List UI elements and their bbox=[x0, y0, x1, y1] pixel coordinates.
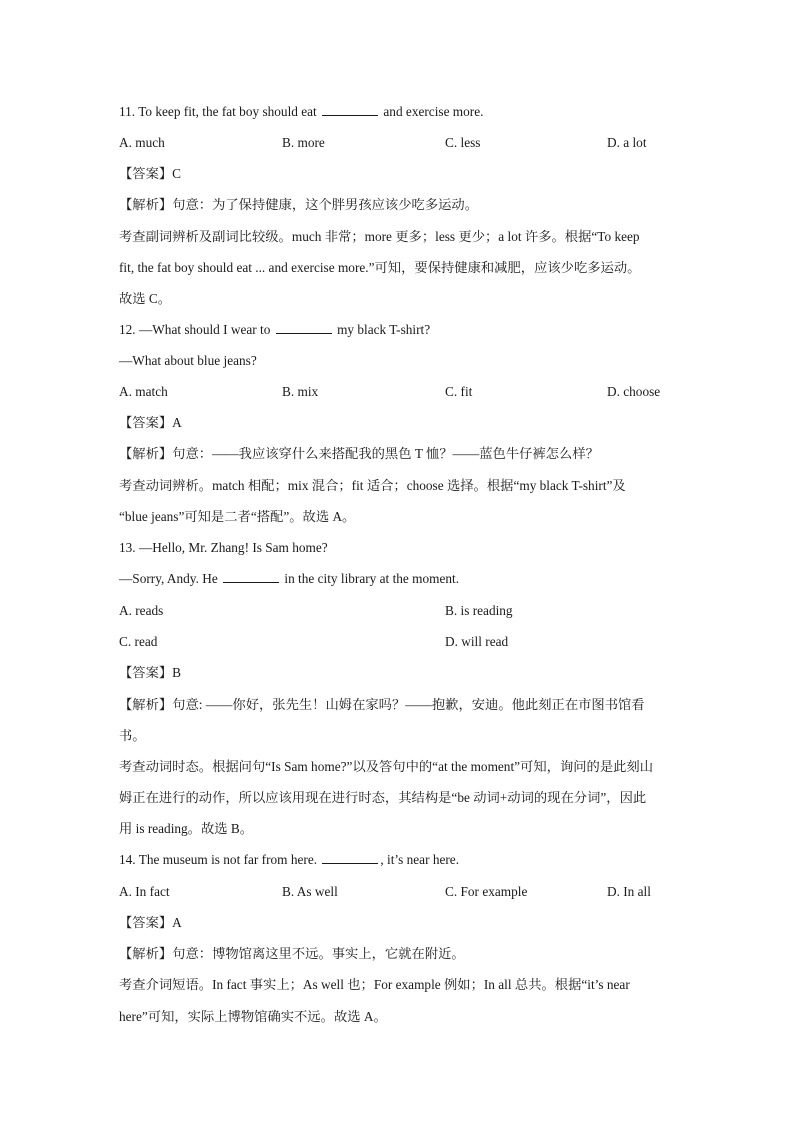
option-a: A. much bbox=[119, 135, 165, 150]
analysis-line: 书。 bbox=[119, 728, 146, 743]
option-b: B. is reading bbox=[445, 603, 513, 618]
analysis-line: 【解析】句意: ——你好，张先生！山姆在家吗？——抱歉，安迪。他此刻正在市图书馆看 bbox=[119, 697, 645, 712]
answer-label: 【答案】B bbox=[119, 665, 182, 680]
analysis-line: 用 is reading。故选 B。 bbox=[119, 821, 254, 836]
analysis-line: “blue jeans”可知是二者“搭配”。故选 A。 bbox=[119, 509, 356, 524]
analysis-line: 故选 C。 bbox=[119, 291, 172, 306]
answer-label: 【答案】A bbox=[119, 915, 182, 930]
option-d: D. choose bbox=[607, 384, 661, 399]
analysis-line: 【解析】句意：博物馆离这里不远。事实上，它就在附近。 bbox=[119, 946, 465, 961]
analysis-line: 【解析】句意：为了保持健康，这个胖男孩应该少吃多运动。 bbox=[119, 197, 479, 212]
analysis-line: 姆正在进行的动作，所以应该用现在进行时态，其结构是“be 动词+动词的现在分词”，因此 bbox=[119, 790, 647, 805]
answer-label: 【答案】A bbox=[119, 415, 182, 430]
analysis-line: 【解析】句意：——我应该穿什么来搭配我的黑色 T 恤？——蓝色牛仔裤怎么样？ bbox=[119, 446, 599, 461]
option-b: B. more bbox=[282, 135, 325, 150]
option-a: A. reads bbox=[119, 603, 164, 618]
question-11-stem: 11. To keep fit, the fat boy should eat and exercise more. bbox=[119, 104, 484, 119]
question-12-stem: 12. —What should I wear to my black T-shirt? bbox=[119, 322, 431, 337]
option-a: A. In fact bbox=[119, 884, 170, 899]
answer-blank bbox=[322, 851, 378, 864]
option-b: B. As well bbox=[282, 884, 338, 899]
option-a: A. match bbox=[119, 384, 168, 399]
option-c: C. For example bbox=[445, 884, 528, 899]
option-c: C. less bbox=[445, 135, 481, 150]
analysis-line: fit, the fat boy should eat ... and exercise more.”可知，要保持健康和减肥，应该少吃多运动。 bbox=[119, 260, 641, 275]
option-c: C. fit bbox=[445, 384, 473, 399]
answer-blank bbox=[276, 321, 332, 334]
question-14-stem: 14. The museum is not far from here. , it’s near here. bbox=[119, 852, 460, 867]
question-12-stem-2: —What about blue jeans? bbox=[119, 353, 257, 368]
analysis-line: 考查介词短语。In fact 事实上；As well 也；For example 例如；In all 总共。根据“it’s near bbox=[119, 977, 630, 992]
analysis-line: 考查副词辨析及副词比较级。much 非常；more 更多；less 更少；a lot 许多。根据“To keep bbox=[119, 229, 640, 244]
answer-label: 【答案】C bbox=[119, 166, 182, 181]
analysis-line: 考查动词时态。根据问句“Is Sam home?”以及答句中的“at the moment”可知，询问的是此刻山 bbox=[119, 759, 654, 774]
option-d: D. In all bbox=[607, 884, 651, 899]
answer-blank bbox=[223, 570, 279, 583]
option-c: C. read bbox=[119, 634, 158, 649]
option-b: B. mix bbox=[282, 384, 319, 399]
option-d: D. a lot bbox=[607, 135, 647, 150]
answer-blank bbox=[322, 103, 378, 116]
question-13-stem-2: —Sorry, Andy. He in the city library at the moment. bbox=[119, 571, 460, 586]
analysis-line: 考查动词辨析。match 相配；mix 混合；fit 适合；choose 选择。根据“my black T-shirt”及 bbox=[119, 478, 626, 493]
question-13-stem: 13. —Hello, Mr. Zhang! Is Sam home? bbox=[119, 540, 328, 555]
option-d: D. will read bbox=[445, 634, 509, 649]
analysis-line: here”可知，实际上博物馆确实不远。故选 A。 bbox=[119, 1009, 387, 1024]
